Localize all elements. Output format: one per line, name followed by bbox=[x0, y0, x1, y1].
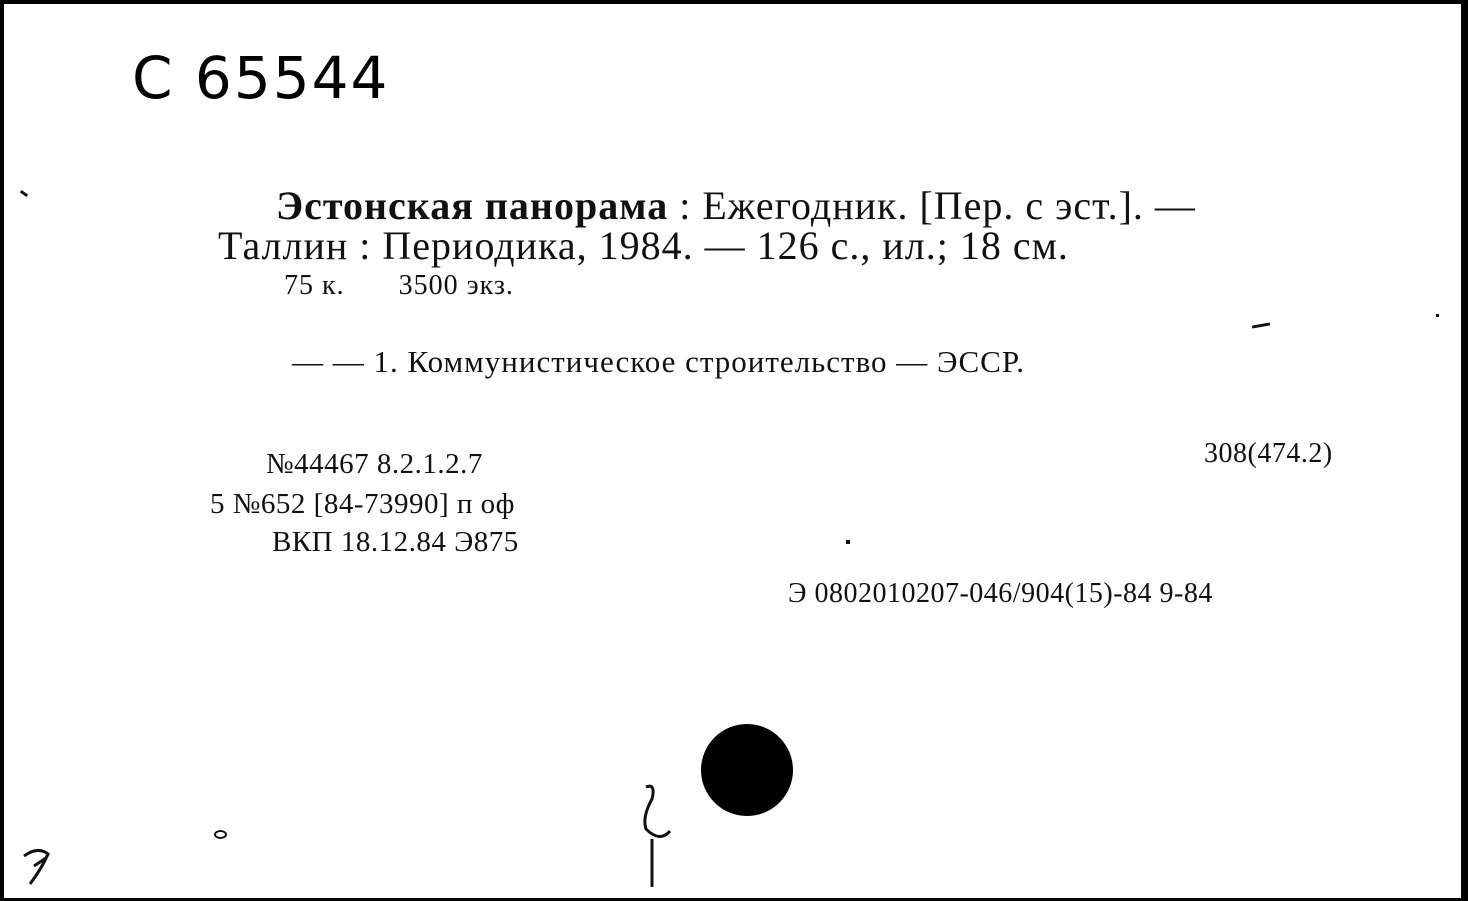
vkp-line: ВКП 18.12.84 Э875 bbox=[272, 526, 519, 558]
punch-hole bbox=[701, 724, 793, 816]
call-number: С 65544 bbox=[132, 44, 390, 112]
title-main: Эстонская панорама bbox=[276, 183, 669, 228]
classification-code: 308(474.2) bbox=[1204, 438, 1333, 469]
imprint-line: Таллин : Периодика, 1984. — 126 с., ил.; 18 см. bbox=[218, 223, 1069, 268]
price: 75 к. bbox=[284, 270, 345, 301]
index-code: Э 0802010207-046/904(15)-84 9-84 bbox=[788, 578, 1213, 609]
reference-number: 5 №652 [84-73990] п оф bbox=[210, 488, 515, 520]
subject-heading: — — 1. Коммунистическое строительство — ЭССР. bbox=[292, 344, 1025, 379]
speck bbox=[1436, 314, 1439, 317]
title-rest: : Ежегодник. [Пер. с эст.]. — bbox=[668, 183, 1196, 228]
copies: 3500 экз. bbox=[398, 270, 514, 301]
speck bbox=[214, 830, 227, 839]
speck bbox=[1252, 322, 1270, 328]
price-copies-line bbox=[284, 270, 514, 302]
handwritten-number-icon bbox=[18, 844, 58, 890]
handwritten-mark-icon bbox=[616, 779, 676, 894]
order-number: №44467 8.2.1.2.7 bbox=[266, 448, 483, 480]
catalog-card bbox=[4, 4, 1461, 898]
speck bbox=[20, 190, 28, 197]
speck bbox=[846, 540, 850, 544]
